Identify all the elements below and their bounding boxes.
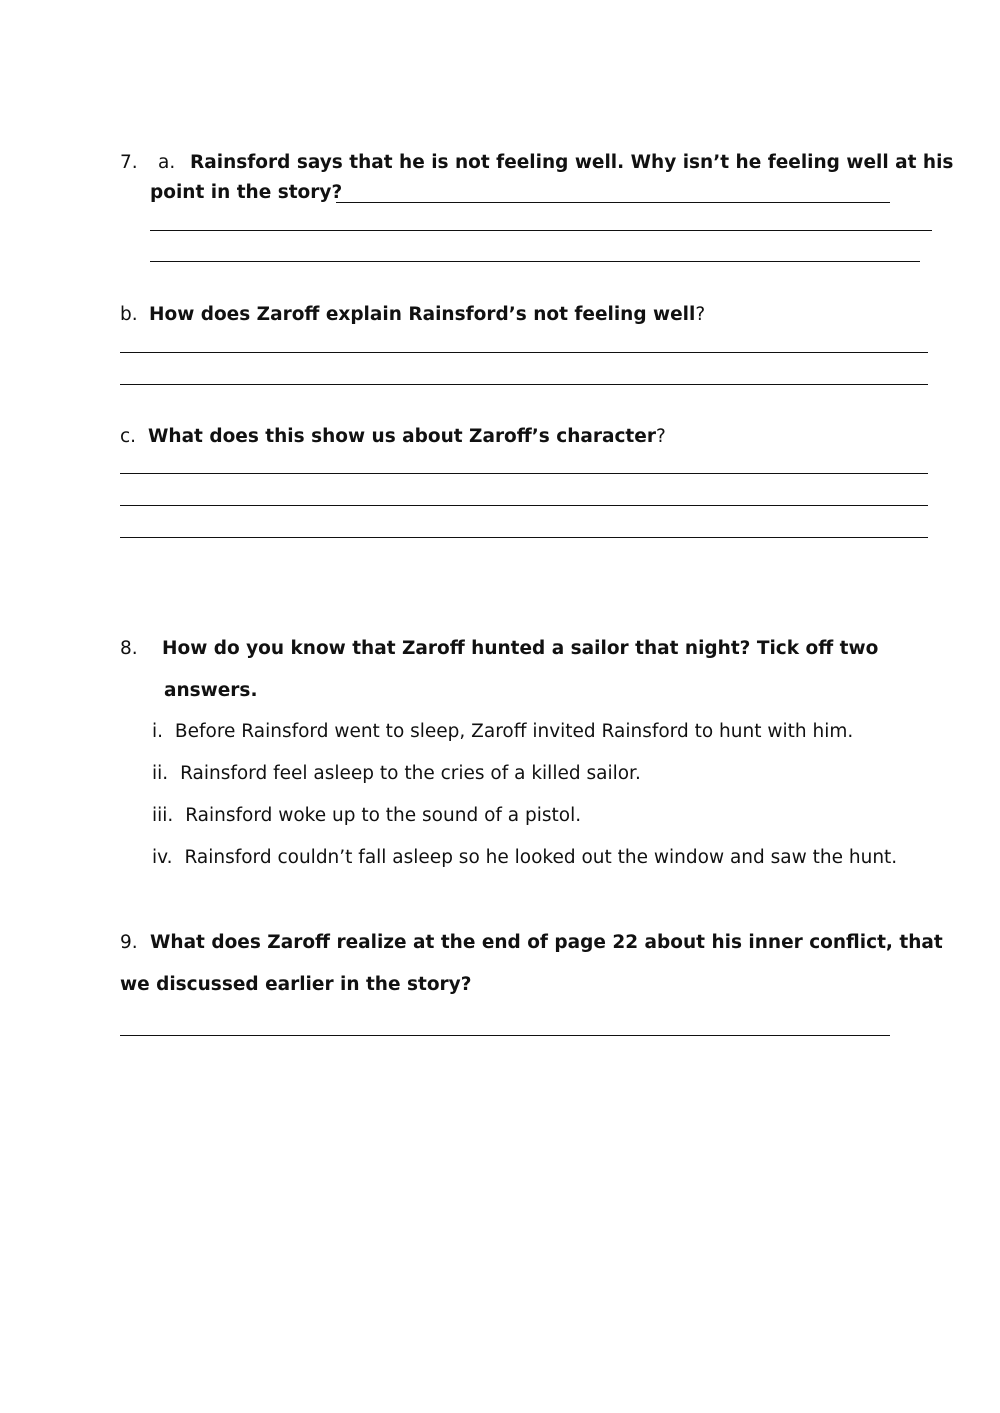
q7b-letter: b. [120, 304, 138, 325]
q7c-answer-line[interactable] [120, 537, 928, 538]
q7a-question-line2: point in the story? [150, 182, 343, 203]
q7a-answer-line[interactable] [150, 261, 920, 262]
q9-question-line1: What does Zaroff realize at the end of page 22 about his inner conflict, that [150, 932, 943, 953]
q8-option-iii[interactable] [152, 807, 581, 826]
q9-answer-line[interactable] [120, 1035, 890, 1036]
option-label: i. [152, 721, 164, 742]
q7a-answer-line[interactable] [150, 230, 932, 231]
q7c-letter: c. [120, 426, 137, 447]
option-label: ii. [152, 763, 169, 784]
q8-option-iv[interactable] [152, 849, 897, 868]
option-label: iv. [152, 847, 173, 868]
q8-option-i[interactable] [152, 723, 853, 742]
q7c-answer-line[interactable] [120, 473, 928, 474]
q8-option-ii[interactable] [152, 765, 641, 784]
option-text: Rainsford woke up to the sound of a pistol. [185, 805, 582, 826]
q7c-question: What does this show us about Zaroff’s character? [148, 426, 666, 447]
option-text: Rainsford couldn’t fall asleep so he looked out the window and saw the hunt. [184, 847, 898, 868]
q8-question-line1: How do you know that Zaroff hunted a sailor that night? Tick off two [162, 638, 879, 659]
q7b-question: How does Zaroff explain Rainsford’s not feeling well? [149, 304, 706, 325]
q7c-answer-line[interactable] [120, 505, 928, 506]
q7-number: 7. [120, 152, 138, 173]
q7a-question-line1: Rainsford says that he is not feeling well. Why isn’t he feeling well at his [190, 152, 954, 173]
option-text: Rainsford feel asleep to the cries of a killed sailor. [180, 763, 641, 784]
q7b-answer-line[interactable] [120, 384, 928, 385]
option-label: iii. [152, 805, 174, 826]
q8-question-line2: answers. [164, 680, 258, 701]
q7a-letter: a. [158, 152, 176, 173]
q9-question-line2: we discussed earlier in the story? [120, 974, 472, 995]
q7a-answer-line[interactable] [336, 202, 890, 203]
option-text: Before Rainsford went to sleep, Zaroff invited Rainsford to hunt with him. [174, 721, 854, 742]
q8-number: 8. [120, 638, 138, 659]
q9-number: 9. [120, 932, 138, 953]
q7b-answer-line[interactable] [120, 352, 928, 353]
